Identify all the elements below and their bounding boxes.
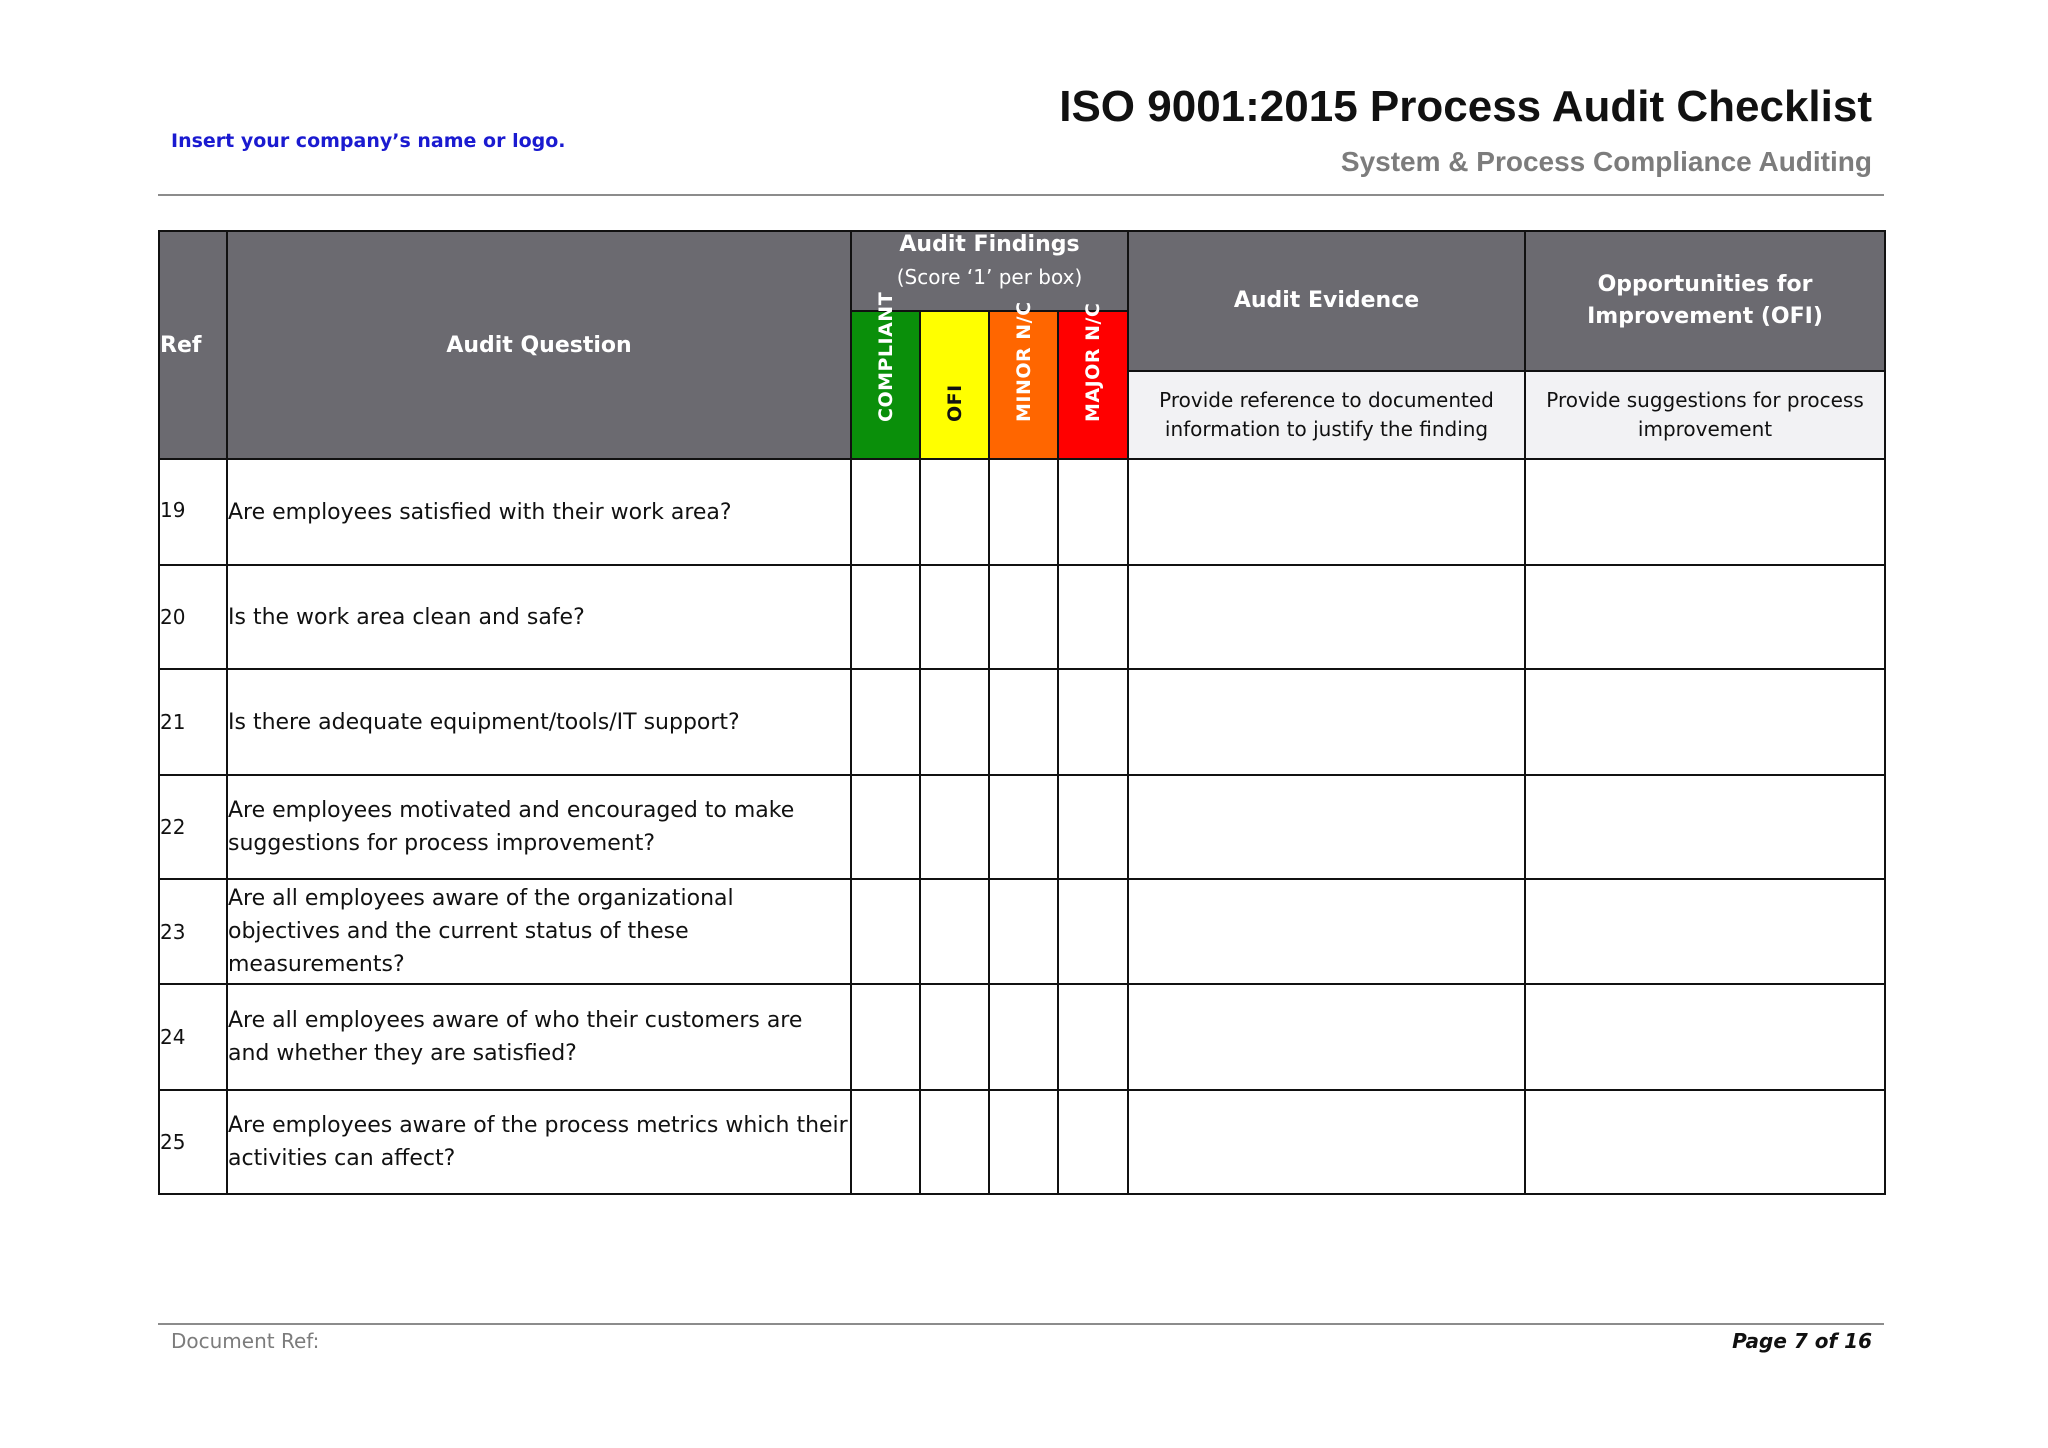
ofi-description: Provide suggestions for process improvement [1525, 371, 1885, 459]
audit-evidence-cell[interactable] [1128, 565, 1525, 669]
header-divider [158, 194, 1884, 196]
audit-evidence-cell[interactable] [1128, 775, 1525, 879]
score-cell-major-nc[interactable] [1058, 984, 1128, 1090]
ofi-cell[interactable] [1525, 1090, 1885, 1194]
row-audit-question: Are employees motivated and encouraged to make suggestions for process improvement? [227, 775, 851, 879]
score-cell-minor-nc[interactable] [989, 879, 1058, 984]
row-ref: 19 [159, 459, 227, 565]
audit-evidence-cell[interactable] [1128, 879, 1525, 984]
ofi-cell[interactable] [1525, 775, 1885, 879]
audit-findings-subtitle: (Score ‘1’ per box) [896, 265, 1083, 289]
finding-col-ofi [920, 311, 989, 459]
row-audit-question: Are all employees aware of who their customers are and whether they are satisfied? [227, 984, 851, 1090]
ofi-cell[interactable] [1525, 459, 1885, 565]
score-cell-ofi[interactable] [920, 1090, 989, 1194]
score-cell-major-nc[interactable] [1058, 669, 1128, 775]
score-cell-minor-nc[interactable] [989, 1090, 1058, 1194]
row-audit-question: Is there adequate equipment/tools/IT support? [227, 669, 851, 775]
audit-evidence-description: Provide reference to documented information to justify the finding [1128, 371, 1525, 459]
table-row [159, 775, 1885, 879]
ofi-cell[interactable] [1525, 879, 1885, 984]
finding-label-major-nc: MAJOR N/C [1082, 302, 1104, 422]
score-cell-major-nc[interactable] [1058, 459, 1128, 565]
audit-checklist-table [158, 230, 1886, 1195]
score-cell-compliant[interactable] [851, 459, 920, 565]
score-cell-major-nc[interactable] [1058, 775, 1128, 879]
table-row [159, 669, 1885, 775]
company-name-placeholder: Insert your company’s name or logo. [171, 130, 566, 152]
score-cell-major-nc[interactable] [1058, 1090, 1128, 1194]
ofi-cell[interactable] [1525, 984, 1885, 1090]
row-audit-question: Are all employees aware of the organizational objectives and the current status of these measurements? [227, 879, 851, 984]
finding-label-minor-nc: MINOR N/C [1012, 301, 1035, 422]
footer-divider [158, 1323, 1884, 1325]
score-cell-minor-nc[interactable] [989, 984, 1058, 1090]
document-ref-label: Document Ref: [171, 1329, 320, 1353]
audit-question-header: Audit Question [227, 231, 851, 459]
document-title: ISO 9001:2015 Process Audit Checklist [1059, 82, 1872, 131]
score-cell-compliant[interactable] [851, 565, 920, 669]
table-row [159, 459, 1885, 565]
audit-evidence-cell[interactable] [1128, 1090, 1525, 1194]
audit-evidence-header: Audit Evidence [1128, 231, 1525, 371]
finding-col-minor-nc [989, 301, 1058, 459]
score-cell-ofi[interactable] [920, 565, 989, 669]
finding-col-compliant [851, 291, 920, 459]
finding-col-major-nc [1058, 302, 1128, 459]
score-cell-compliant[interactable] [851, 1090, 920, 1194]
row-audit-question: Are employees satisfied with their work area? [227, 459, 851, 565]
score-cell-minor-nc[interactable] [989, 565, 1058, 669]
audit-findings-title: Audit Findings [899, 232, 1080, 257]
score-cell-compliant[interactable] [851, 879, 920, 984]
ofi-header: Opportunities for Improvement (OFI) [1525, 231, 1885, 371]
score-cell-minor-nc[interactable] [989, 669, 1058, 775]
row-audit-question: Are employees aware of the process metrics which their activities can affect? [227, 1090, 851, 1194]
finding-label-ofi: OFI [943, 384, 966, 422]
row-ref: 20 [159, 565, 227, 669]
score-cell-minor-nc[interactable] [989, 775, 1058, 879]
row-ref: 21 [159, 669, 227, 775]
score-cell-ofi[interactable] [920, 879, 989, 984]
audit-evidence-cell[interactable] [1128, 984, 1525, 1090]
score-cell-compliant[interactable] [851, 669, 920, 775]
table-row [159, 879, 1885, 984]
table-row [159, 984, 1885, 1090]
row-ref: 23 [159, 879, 227, 984]
ofi-cell[interactable] [1525, 669, 1885, 775]
table-row [159, 565, 1885, 669]
score-cell-compliant[interactable] [851, 984, 920, 1090]
row-ref: 25 [159, 1090, 227, 1194]
score-cell-compliant[interactable] [851, 775, 920, 879]
page-number: Page 7 of 16 [1732, 1329, 1872, 1353]
score-cell-ofi[interactable] [920, 984, 989, 1090]
score-cell-ofi[interactable] [920, 669, 989, 775]
score-cell-ofi[interactable] [920, 459, 989, 565]
row-audit-question: Is the work area clean and safe? [227, 565, 851, 669]
ref-header: Ref [159, 231, 227, 459]
ofi-cell[interactable] [1525, 565, 1885, 669]
row-ref: 22 [159, 775, 227, 879]
document-subtitle: System & Process Compliance Auditing [1340, 146, 1872, 177]
score-cell-minor-nc[interactable] [989, 459, 1058, 565]
audit-evidence-cell[interactable] [1128, 669, 1525, 775]
score-cell-major-nc[interactable] [1058, 879, 1128, 984]
finding-label-compliant: COMPLIANT [874, 291, 897, 422]
table-row [159, 1090, 1885, 1194]
score-cell-ofi[interactable] [920, 775, 989, 879]
score-cell-major-nc[interactable] [1058, 565, 1128, 669]
row-ref: 24 [159, 984, 227, 1090]
audit-evidence-cell[interactable] [1128, 459, 1525, 565]
